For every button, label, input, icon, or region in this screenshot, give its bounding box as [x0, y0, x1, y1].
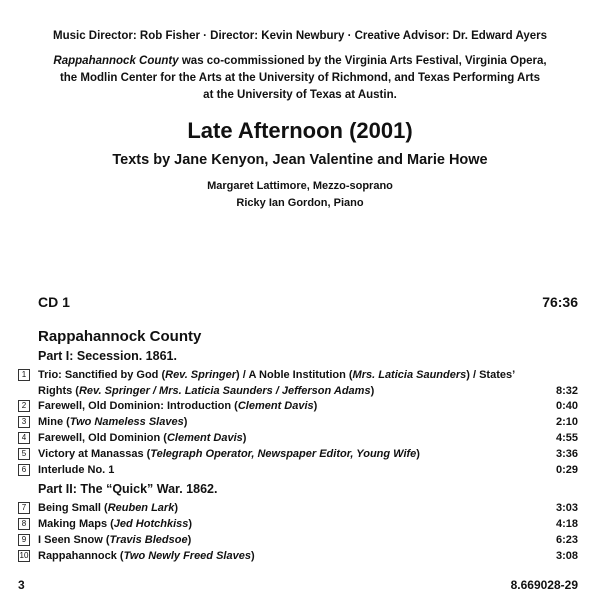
track-role: Two Newly Freed Slaves — [123, 550, 251, 562]
track-role: Mrs. Laticia Saunders — [352, 369, 467, 381]
track-duration: 6:23 — [555, 534, 578, 546]
performer-mezzo: Margaret Lattimore, Mezzo-soprano — [207, 180, 393, 192]
track-text: ) / States’ Rights ( — [38, 369, 515, 397]
track-duration: 3:08 — [555, 550, 578, 562]
track-text: Farewell, Old Dominion: Introduction ( — [38, 400, 238, 412]
track-duration: 8:32 — [555, 385, 578, 397]
track-text: Interlude No. 1 — [38, 464, 115, 476]
track-role: Clement Davis — [166, 432, 243, 444]
track-text: ) — [250, 550, 255, 562]
track-text: Rappahannock ( — [38, 550, 124, 562]
track-title — [38, 500, 538, 516]
track-duration: 3:36 — [555, 448, 578, 460]
track-text: ) — [188, 518, 193, 530]
track-text: ) — [416, 448, 420, 460]
track-text: ) — [183, 416, 188, 428]
track-text: Trio: Sanctified by God ( — [38, 369, 166, 381]
track-number: 7 — [18, 502, 30, 514]
cd-duration: 76:36 — [542, 294, 578, 310]
track-text: I Seen Snow ( — [38, 534, 110, 546]
track-duration: 4:18 — [555, 518, 578, 530]
part-heading-2: Part II: The “Quick” War. 1862. — [38, 482, 218, 496]
track-title — [38, 367, 538, 399]
track-number: 6 — [18, 464, 30, 476]
catalog-number: 8.669028-29 — [510, 578, 578, 592]
commission-line1: was co-commissioned by the Virginia Arts Festival, Virginia Opera, — [178, 55, 547, 67]
track-number: 2 — [18, 400, 30, 412]
track-role: Two Nameless Slaves — [69, 416, 184, 428]
part-heading-1: Part I: Secession. 1861. — [38, 349, 177, 363]
track-text: ) — [242, 432, 247, 444]
page-number: 3 — [18, 578, 25, 592]
track-text: Mine ( — [38, 416, 70, 428]
track-text: Victory at Manassas ( — [38, 448, 151, 460]
track-row — [18, 462, 578, 478]
track-text: Making Maps ( — [38, 518, 114, 530]
track-row — [18, 548, 578, 564]
cd-header — [38, 294, 578, 310]
track-row — [18, 500, 578, 516]
track-role: Clement Davis — [237, 400, 314, 412]
track-duration: 0:40 — [555, 400, 578, 412]
track-duration: 2:10 — [555, 416, 578, 428]
track-role: Travis Bledsoe — [109, 534, 188, 546]
track-number: 3 — [18, 416, 30, 428]
track-text: ) — [370, 385, 375, 397]
track-text: Being Small ( — [38, 502, 108, 514]
track-row — [18, 532, 578, 548]
track-text: ) — [187, 534, 192, 546]
track-number: 1 — [18, 369, 30, 381]
opera-title: Rappahannock County — [38, 328, 202, 345]
cd-label: CD 1 — [38, 294, 70, 310]
track-title — [38, 414, 538, 430]
track-title — [38, 532, 538, 548]
track-title — [38, 548, 538, 564]
track-title — [38, 516, 538, 532]
track-role: Reuben Lark — [107, 502, 175, 514]
texts-by: Texts by Jane Kenyon, Jean Valentine and Marie Howe — [112, 152, 488, 168]
track-duration: 4:55 — [555, 432, 578, 444]
commission-work-name: Rappahannock County — [53, 55, 179, 67]
track-text: ) — [174, 502, 178, 514]
track-role: Jed Hotchkiss — [113, 518, 189, 530]
commission-line3: at the University of Texas at Austin. — [203, 89, 397, 101]
track-text: ) / A Noble Institution ( — [236, 369, 353, 381]
track-row — [18, 516, 578, 532]
track-number: 9 — [18, 534, 30, 546]
track-role: Telegraph Operator, Newspaper Editor, Young Wife — [150, 448, 417, 460]
track-number: 8 — [18, 518, 30, 530]
performer-piano: Ricky Ian Gordon, Piano — [236, 197, 364, 209]
track-text: Farewell, Old Dominion ( — [38, 432, 167, 444]
track-text: ) — [313, 400, 318, 412]
track-title — [38, 430, 538, 446]
track-title — [38, 462, 538, 478]
credits-line: Music Director: Rob Fisher · Director: Kevin Newbury · Creative Advisor: Dr. Edward Ayers — [53, 30, 547, 42]
track-row — [18, 414, 578, 430]
track-role: Rev. Springer — [165, 369, 237, 381]
track-row — [18, 367, 578, 399]
track-title — [38, 446, 538, 462]
commission-note — [20, 53, 580, 104]
track-row — [18, 430, 578, 446]
performers — [0, 178, 600, 212]
work-title: Late Afternoon (2001) — [187, 118, 413, 143]
track-number: 10 — [19, 551, 29, 560]
track-number: 4 — [18, 432, 30, 444]
commission-line2: the Modlin Center for the Arts at the University of Richmond, and Texas Performing Arts — [59, 72, 541, 84]
track-row — [18, 446, 578, 462]
track-title — [38, 398, 538, 414]
track-role: Rev. Springer / Mrs. Laticia Saunders / Jefferson Adams — [78, 385, 371, 397]
track-number: 5 — [18, 448, 30, 460]
track-duration: 0:29 — [555, 464, 578, 476]
track-duration: 3:03 — [555, 502, 578, 514]
track-row — [18, 398, 578, 414]
